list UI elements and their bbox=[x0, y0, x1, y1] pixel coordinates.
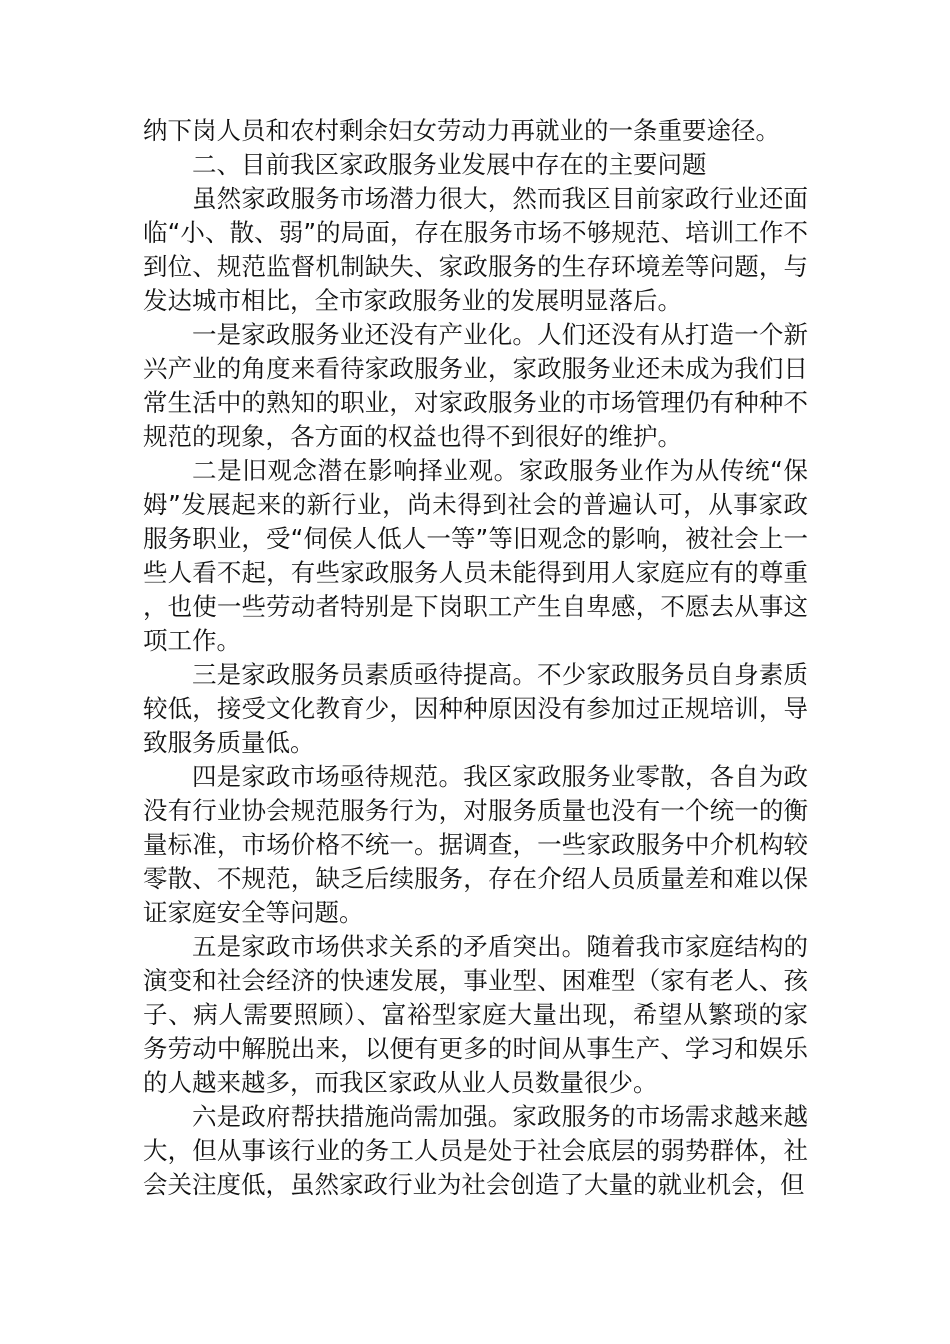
paragraph-point-4: 四是家政市场亟待规范。我区家政服务业零散，各自为政没有行业协会规范服务行为，对服务质量也没有一个统一的衡量标准，市场价格不统一。据调查，一些家政服务中介机构较零散、不规范，缺乏后续服务，存在介绍人员质量差和难以保证家庭安全等问题。 bbox=[143, 762, 808, 927]
paragraph-point-5: 五是家政市场供求关系的矛盾突出。随着我市家庭结构的演变和社会经济的快速发展，事业型、困难型（家有老人、孩子、病人需要照顾）、富裕型家庭大量出现，希望从繁琐的家务劳动中解脱出来，以便有更多的时间从事生产、学习和娱乐的人越来越多，而我区家政从业人员数量很少。 bbox=[143, 932, 808, 1097]
paragraph-1: 纳下岗人员和农村剩余妇女劳动力再就业的一条重要途径。 bbox=[143, 116, 780, 145]
paragraph-point-6: 六是政府帮扶措施尚需加强。家政服务的市场需求越来越大，但从事该行业的务工人员是处于社会底层的弱势群体，社会关注度低，虽然家政行业为社会创造了大量的就业机会，但 bbox=[143, 1102, 808, 1199]
paragraph-point-2: 二是旧观念潜在影响择业观。家政服务业作为从传统“保姆”发展起来的新行业，尚未得到社会的普遍认可，从事家政服务职业，受“伺侯人低人一等”等旧观念的影响，被社会上一些人看不起，有些家政服务人员未能得到用人家庭应有的尊重，也使一些劳动者特别是下岗职工产生自卑感，不愿去从事这项工作。 bbox=[143, 456, 808, 655]
paragraph-intro: 虽然家政服务市场潜力很大，然而我区目前家政行业还面临“小、散、弱”的局面，存在服务市场不够规范、培训工作不到位、规范监督机制缺失、家政服务的生存环境差等问题，与发达城市相比，全市家政服务业的发展明显落后。 bbox=[143, 184, 808, 315]
document-body bbox=[143, 114, 808, 1202]
section-heading: 二、目前我区家政服务业发展中存在的主要问题 bbox=[192, 150, 707, 179]
paragraph-point-3: 三是家政服务员素质亟待提高。不少家政服务员自身素质较低，接受文化教育少，因种种原因没有参加过正规培训，导致服务质量低。 bbox=[143, 660, 808, 757]
paragraph-point-1: 一是家政服务业还没有产业化。人们还没有从打造一个新兴产业的角度来看待家政服务业，家政服务业还未成为我们日常生活中的熟知的职业，对家政服务业的市场管理仍有种种不规范的现象，各方面的权益也得不到很好的维护。 bbox=[143, 320, 808, 451]
